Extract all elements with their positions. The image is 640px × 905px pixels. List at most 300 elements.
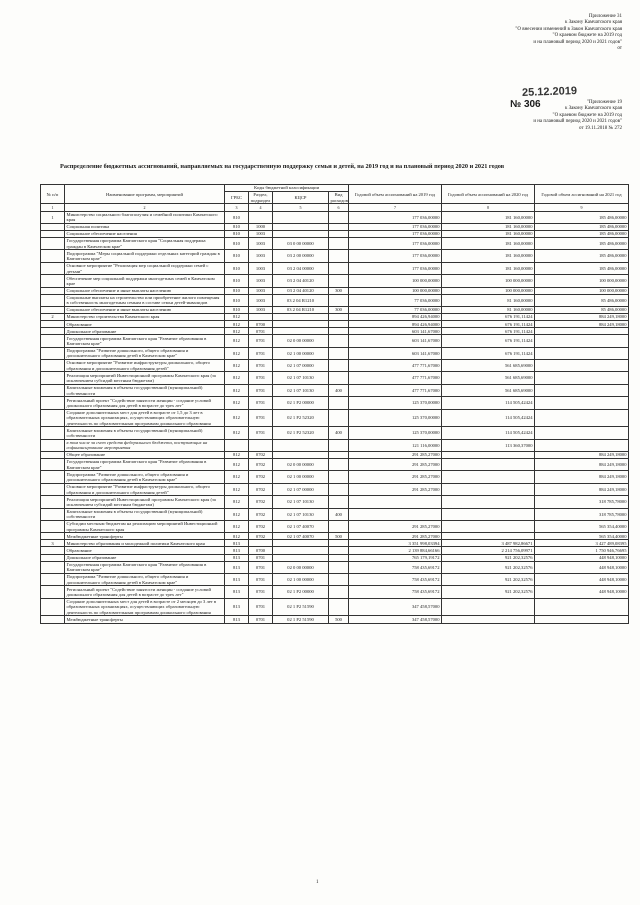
row-num bbox=[41, 409, 65, 427]
header-line: "Приложение 19 bbox=[586, 100, 622, 105]
row-num bbox=[41, 360, 65, 372]
row-vr bbox=[329, 321, 349, 328]
row-num: 2 bbox=[41, 314, 65, 321]
row-grbs: 810 bbox=[225, 223, 249, 230]
row-2019: 121 116,00000 bbox=[349, 439, 442, 451]
row-name: Подпрограмма "Развитие дошкольного, общего образования и дополнительного образования детей в Камчатском крае" bbox=[65, 471, 225, 483]
row-num bbox=[41, 547, 65, 554]
row-grbs: 812 bbox=[225, 347, 249, 359]
row-2020: 181 160,00000 bbox=[442, 238, 535, 250]
table-row bbox=[41, 471, 629, 483]
table-row bbox=[41, 328, 629, 335]
row-2020 bbox=[442, 459, 535, 471]
row-name: Министерство образования и молодежной политики Камчатского края bbox=[65, 540, 225, 547]
table-row bbox=[41, 250, 629, 262]
row-num bbox=[41, 533, 65, 540]
row-grbs: 813 bbox=[225, 561, 249, 573]
column-number: 4 bbox=[249, 204, 273, 211]
row-name: Государственная программа Камчатского края "Социальная поддержка граждан в Камчатском крае" bbox=[65, 238, 225, 250]
table-row bbox=[41, 321, 629, 328]
row-num bbox=[41, 262, 65, 274]
table-row bbox=[41, 439, 629, 451]
row-vr bbox=[329, 561, 349, 573]
row-rzpr: 0702 bbox=[249, 520, 273, 532]
row-vr: 400 bbox=[329, 384, 349, 396]
table-row bbox=[41, 483, 629, 495]
row-vr bbox=[329, 409, 349, 427]
row-csr: 02 1 00 00000 bbox=[273, 574, 329, 586]
row-vr bbox=[329, 459, 349, 471]
row-csr: 02 1 P2 51590 bbox=[273, 598, 329, 616]
row-csr: 02 1 P2 52320 bbox=[273, 427, 329, 439]
row-2019: 77 036,00000 bbox=[349, 294, 442, 306]
row-2021: 185 486,00000 bbox=[535, 262, 629, 274]
row-2019: 177 036,00000 bbox=[349, 262, 442, 274]
row-csr: 02 1 00 00000 bbox=[273, 471, 329, 483]
row-name: Реализация мероприятий Инвестиционной программы Камчатского края (за исключением субсидий местным бюджетам) bbox=[65, 372, 225, 384]
row-2021: 448 948,10000 bbox=[535, 561, 629, 573]
row-2021: 185 486,00000 bbox=[535, 211, 629, 223]
table-row bbox=[41, 347, 629, 359]
column-number: 1 bbox=[41, 204, 65, 211]
row-grbs: 810 bbox=[225, 230, 249, 237]
row-grbs: 812 bbox=[225, 496, 249, 508]
row-name: Капитальные вложения в объекты государственной (муниципальной) собственности bbox=[65, 427, 225, 439]
row-csr bbox=[273, 547, 329, 554]
row-csr: 02 1 07 40070 bbox=[273, 520, 329, 532]
row-grbs: 813 bbox=[225, 540, 249, 547]
row-2021 bbox=[535, 328, 629, 335]
row-grbs: 812 bbox=[225, 520, 249, 532]
row-2020: 561 685,69000 bbox=[442, 372, 535, 384]
row-2021 bbox=[535, 372, 629, 384]
row-2021 bbox=[535, 616, 629, 623]
row-2019: 291 285,27000 bbox=[349, 471, 442, 483]
row-2019: 177 036,00000 bbox=[349, 223, 442, 230]
header-vr: Вид расходов bbox=[330, 192, 348, 203]
row-2020: 3 487 982,86671 bbox=[442, 540, 535, 547]
row-2021: 318 785,78000 bbox=[535, 508, 629, 520]
row-2020: 676 191,11424 bbox=[442, 321, 535, 328]
row-name: Межбюджетные трансферты bbox=[65, 616, 225, 623]
row-name: Обеспечение мер социальной поддержки многодетных семей в Камчатском крае bbox=[65, 275, 225, 287]
row-grbs: 812 bbox=[225, 328, 249, 335]
row-2020 bbox=[442, 598, 535, 616]
row-csr bbox=[273, 452, 329, 459]
row-2021: 884 249,18000 bbox=[535, 471, 629, 483]
table-row bbox=[41, 397, 629, 409]
row-2021 bbox=[535, 598, 629, 616]
row-2020: 921 202,32576 bbox=[442, 574, 535, 586]
row-2021: 448 948,10000 bbox=[535, 574, 629, 586]
row-2021: 884 249,18000 bbox=[535, 483, 629, 495]
row-2019: 291 285,27000 bbox=[349, 459, 442, 471]
row-name: Основное мероприятие "Развитие инфраструктуры дошкольного, общего образования и дополнительного образования детей" bbox=[65, 360, 225, 372]
row-2021: 185 486,00000 bbox=[535, 250, 629, 262]
row-csr: 03 2 00 00000 bbox=[273, 250, 329, 262]
row-2020: 181 160,00000 bbox=[442, 250, 535, 262]
row-csr: 03 0 00 00000 bbox=[273, 238, 329, 250]
table-body bbox=[41, 211, 629, 623]
row-vr bbox=[329, 360, 349, 372]
row-grbs: 810 bbox=[225, 275, 249, 287]
row-name: Капитальные вложения в объекты государственной (муниципальной) собственности bbox=[65, 384, 225, 396]
header-line: Приложение 31 bbox=[588, 14, 622, 19]
row-2019: 177 036,00000 bbox=[349, 211, 442, 223]
row-csr: 02 0 00 00000 bbox=[273, 335, 329, 347]
row-grbs: 810 bbox=[225, 238, 249, 250]
row-grbs: 812 bbox=[225, 321, 249, 328]
row-vr bbox=[329, 471, 349, 483]
row-2021: 185 486,00000 bbox=[535, 223, 629, 230]
row-grbs: 812 bbox=[225, 508, 249, 520]
stamp-number-prefix: № bbox=[510, 99, 522, 110]
row-vr bbox=[329, 238, 349, 250]
row-num bbox=[41, 459, 65, 471]
row-2019: 77 036,00000 bbox=[349, 307, 442, 314]
row-csr bbox=[273, 223, 329, 230]
row-name: Социальные выплаты на строительство или приобретение жилого помещения в собственность многодетным семьям в составе семьи детей-инвалидов bbox=[65, 294, 225, 306]
table-row bbox=[41, 598, 629, 616]
header-line: от bbox=[617, 46, 622, 52]
row-grbs: 812 bbox=[225, 397, 249, 409]
row-2020: 181 160,00000 bbox=[442, 211, 535, 223]
row-grbs: 813 bbox=[225, 574, 249, 586]
row-2021: 185 486,00000 bbox=[535, 230, 629, 237]
row-2020: 561 685,69000 bbox=[442, 360, 535, 372]
row-num bbox=[41, 275, 65, 287]
row-rzpr: 0700 bbox=[249, 321, 273, 328]
row-vr bbox=[329, 347, 349, 359]
row-rzpr: 0701 bbox=[249, 384, 273, 396]
row-name: Дошкольное образование bbox=[65, 328, 225, 335]
row-rzpr: 0701 bbox=[249, 347, 273, 359]
row-rzpr: 0702 bbox=[249, 483, 273, 495]
row-name: Социальное обеспечение и иные выплаты населению bbox=[65, 307, 225, 314]
row-name: Субсидии местным бюджетам на реализацию мероприятий Инвестиционной программы Камчатского края bbox=[65, 520, 225, 532]
row-2020: 114 505,42424 bbox=[442, 427, 535, 439]
row-rzpr: 0702 bbox=[249, 452, 273, 459]
row-rzpr: 1003 bbox=[249, 275, 273, 287]
row-2020: 676 191,11424 bbox=[442, 347, 535, 359]
row-num bbox=[41, 452, 65, 459]
row-2021 bbox=[535, 335, 629, 347]
row-vr: 500 bbox=[329, 533, 349, 540]
row-2021: 318 785,78000 bbox=[535, 496, 629, 508]
table-row bbox=[41, 409, 629, 427]
table-row bbox=[41, 520, 629, 532]
row-name: Социальное обеспечение населения bbox=[65, 230, 225, 237]
row-num bbox=[41, 372, 65, 384]
row-2021: 448 948,10000 bbox=[535, 554, 629, 561]
table-row bbox=[41, 459, 629, 471]
row-2021: 884 249,18000 bbox=[535, 314, 629, 321]
row-rzpr: 0701 bbox=[249, 598, 273, 616]
row-csr: 02 1 P2 51590 bbox=[273, 616, 329, 623]
row-grbs: 812 bbox=[225, 427, 249, 439]
row-rzpr: 0701 bbox=[249, 554, 273, 561]
row-csr: 03 2 04 R1210 bbox=[273, 307, 329, 314]
row-name: Региональный проект "Содействие занятости женщин - создание условий дошкольного образования для детей в возрасте до трех лет" bbox=[65, 397, 225, 409]
row-2019 bbox=[349, 508, 442, 520]
row-2020: 100 000,00000 bbox=[442, 275, 535, 287]
row-2021: 100 000,00000 bbox=[535, 275, 629, 287]
row-csr: 02 1 07 10130 bbox=[273, 496, 329, 508]
row-csr bbox=[273, 439, 329, 451]
row-name: Государственная программа Камчатского края "Развитие образования в Камчатском крае" bbox=[65, 561, 225, 573]
row-vr bbox=[329, 452, 349, 459]
row-csr: 03 2 04 R1210 bbox=[273, 294, 329, 306]
row-grbs: 812 bbox=[225, 459, 249, 471]
row-num bbox=[41, 384, 65, 396]
column-number: 9 bbox=[535, 204, 629, 211]
row-csr: 02 1 07 40070 bbox=[273, 533, 329, 540]
row-csr bbox=[273, 230, 329, 237]
row-num bbox=[41, 250, 65, 262]
row-2020: 113 360,37000 bbox=[442, 439, 535, 451]
row-rzpr: 0701 bbox=[249, 372, 273, 384]
row-rzpr: 0701 bbox=[249, 574, 273, 586]
row-num bbox=[41, 520, 65, 532]
row-2019: 177 036,00000 bbox=[349, 238, 442, 250]
row-name: Государственная программа Камчатского края "Развитие образования в Камчатском крае" bbox=[65, 335, 225, 347]
row-rzpr: 0701 bbox=[249, 335, 273, 347]
row-name: Министерство социального благополучия и семейной политики Камчатского края bbox=[65, 211, 225, 223]
row-csr bbox=[273, 328, 329, 335]
row-grbs: 812 bbox=[225, 409, 249, 427]
row-name: Подпрограмма "Меры социальной поддержки отдельных категорий граждан в Камчатском крае" bbox=[65, 250, 225, 262]
row-name: Капитальные вложения в объекты государственной (муниципальной) собственности bbox=[65, 508, 225, 520]
row-grbs: 810 bbox=[225, 307, 249, 314]
row-2019: 3 351 998,03394 bbox=[349, 540, 442, 547]
table-row bbox=[41, 287, 629, 294]
row-rzpr bbox=[249, 439, 273, 451]
header-rzpr: Раздел, подраздел bbox=[249, 192, 273, 204]
row-vr: 400 bbox=[329, 508, 349, 520]
row-rzpr: 0702 bbox=[249, 496, 273, 508]
row-num bbox=[41, 427, 65, 439]
row-2020: 676 191,11424 bbox=[442, 328, 535, 335]
row-csr: 02 1 P2 00000 bbox=[273, 586, 329, 598]
table-row bbox=[41, 616, 629, 623]
row-2021: 3 427 489,08395 bbox=[535, 540, 629, 547]
row-grbs: 812 bbox=[225, 372, 249, 384]
header-num: № п/п bbox=[41, 185, 65, 204]
row-vr bbox=[329, 598, 349, 616]
table-row bbox=[41, 230, 629, 237]
row-2020 bbox=[442, 533, 535, 540]
row-grbs: 812 bbox=[225, 384, 249, 396]
row-vr bbox=[329, 496, 349, 508]
row-rzpr: 1000 bbox=[249, 223, 273, 230]
row-2021 bbox=[535, 439, 629, 451]
row-name: Региональный проект "Содействие занятости женщин - создание условий дошкольного образования для детей в возрасте до трех лет" bbox=[65, 586, 225, 598]
row-2019: 291 285,27000 bbox=[349, 520, 442, 532]
row-num bbox=[41, 561, 65, 573]
row-2019: 177 036,00000 bbox=[349, 230, 442, 237]
row-2021: 85 486,00000 bbox=[535, 307, 629, 314]
table-row bbox=[41, 586, 629, 598]
row-csr: 02 0 00 00000 bbox=[273, 561, 329, 573]
row-csr: 02 1 07 10130 bbox=[273, 372, 329, 384]
row-csr: 02 1 07 00000 bbox=[273, 360, 329, 372]
row-name: Реализация мероприятий Инвестиционной программы Камчатского края (за исключением субсидий местным бюджетам) bbox=[65, 496, 225, 508]
row-grbs: 813 bbox=[225, 554, 249, 561]
header-2021: Годовой объем ассигнований на 2021 год bbox=[535, 185, 629, 204]
table-row bbox=[41, 335, 629, 347]
row-csr bbox=[273, 314, 329, 321]
row-2021: 448 948,10000 bbox=[535, 586, 629, 598]
row-grbs: 810 bbox=[225, 294, 249, 306]
row-grbs: 810 bbox=[225, 211, 249, 223]
row-num bbox=[41, 287, 65, 294]
row-csr bbox=[273, 554, 329, 561]
table-row bbox=[41, 533, 629, 540]
row-2019: 603 141,67000 bbox=[349, 347, 442, 359]
column-number: 3 bbox=[225, 204, 249, 211]
stamp-date: 25.12.2019 bbox=[521, 85, 578, 99]
row-vr bbox=[329, 586, 349, 598]
row-rzpr: 0702 bbox=[249, 533, 273, 540]
row-num bbox=[41, 439, 65, 451]
header-line: "О внесении изменений в Закон Камчатского края bbox=[515, 26, 622, 32]
stamp-number-value: 306 bbox=[523, 99, 541, 110]
row-num bbox=[41, 223, 65, 230]
row-2020 bbox=[442, 471, 535, 483]
row-2020: 561 685,69000 bbox=[442, 384, 535, 396]
row-2019: 477 771,67000 bbox=[349, 360, 442, 372]
row-vr bbox=[329, 574, 349, 586]
row-num bbox=[41, 397, 65, 409]
row-rzpr bbox=[249, 314, 273, 321]
row-grbs: 812 bbox=[225, 335, 249, 347]
row-vr: 400 bbox=[329, 427, 349, 439]
row-vr bbox=[329, 547, 349, 554]
table-row bbox=[41, 561, 629, 573]
row-csr: 02 1 P2 00000 bbox=[273, 397, 329, 409]
row-num bbox=[41, 328, 65, 335]
row-2019: 100 000,00000 bbox=[349, 287, 442, 294]
row-2021: 884 249,18000 bbox=[535, 452, 629, 459]
column-number: 6 bbox=[329, 204, 349, 211]
row-grbs: 813 bbox=[225, 547, 249, 554]
header-codes: Коды бюджетной классификации bbox=[225, 185, 349, 192]
row-num bbox=[41, 496, 65, 508]
row-rzpr: 1003 bbox=[249, 262, 273, 274]
row-vr: 300 bbox=[329, 307, 349, 314]
row-2021 bbox=[535, 384, 629, 396]
row-2021: 185 486,00000 bbox=[535, 238, 629, 250]
row-rzpr: 1003 bbox=[249, 294, 273, 306]
row-name: Подпрограмма "Развитие дошкольного, общего образования и дополнительного образования детей в Камчатском крае" bbox=[65, 574, 225, 586]
row-2019: 291 285,27000 bbox=[349, 452, 442, 459]
table-row bbox=[41, 372, 629, 384]
row-grbs: 813 bbox=[225, 598, 249, 616]
row-grbs: 812 bbox=[225, 360, 249, 372]
header-name: Наименование программ, мероприятий bbox=[65, 185, 225, 204]
page-number: 1 bbox=[316, 880, 319, 885]
row-vr bbox=[329, 439, 349, 451]
row-2020: 921 202,32576 bbox=[442, 586, 535, 598]
row-2019: 758 435,69172 bbox=[349, 561, 442, 573]
table-row bbox=[41, 508, 629, 520]
row-vr bbox=[329, 335, 349, 347]
row-rzpr: 0702 bbox=[249, 459, 273, 471]
header-line: "О краевом бюджете на 2019 год bbox=[552, 112, 622, 118]
row-vr: 500 bbox=[329, 616, 349, 623]
row-2020: 181 160,00000 bbox=[442, 223, 535, 230]
row-vr bbox=[329, 262, 349, 274]
row-name: Подпрограмма "Развитие дошкольного, общего образования и дополнительного образования детей в Камчатском крае" bbox=[65, 347, 225, 359]
table-row bbox=[41, 496, 629, 508]
row-2020: 114 505,42424 bbox=[442, 409, 535, 427]
row-num bbox=[41, 586, 65, 598]
table-row bbox=[41, 547, 629, 554]
row-name: Государственная программа Камчатского края "Развитие образования в Камчатском крае" bbox=[65, 459, 225, 471]
row-rzpr: 1003 bbox=[249, 250, 273, 262]
row-csr: 02 1 07 10130 bbox=[273, 508, 329, 520]
row-vr bbox=[329, 211, 349, 223]
header-line: к Закону Камчатского края bbox=[564, 20, 622, 26]
row-name: Основное мероприятие "Развитие инфраструктуры дошкольного, общего образования и дополнительного образования детей" bbox=[65, 483, 225, 495]
row-2021: 884 249,18000 bbox=[535, 459, 629, 471]
row-vr bbox=[329, 520, 349, 532]
row-2021 bbox=[535, 427, 629, 439]
row-2019: 125 370,00000 bbox=[349, 409, 442, 427]
row-2019: 125 370,00000 bbox=[349, 427, 442, 439]
row-rzpr: 0702 bbox=[249, 508, 273, 520]
header-bottom bbox=[472, 100, 622, 132]
row-rzpr: 0701 bbox=[249, 427, 273, 439]
row-num bbox=[41, 294, 65, 306]
row-2020 bbox=[442, 508, 535, 520]
row-grbs: 810 bbox=[225, 250, 249, 262]
row-num bbox=[41, 335, 65, 347]
column-number: 5 bbox=[273, 204, 329, 211]
row-2019: 347 458,57000 bbox=[349, 616, 442, 623]
column-number: 2 bbox=[65, 204, 225, 211]
row-name: Образование bbox=[65, 321, 225, 328]
row-vr bbox=[329, 230, 349, 237]
row-2019: 603 141,67000 bbox=[349, 335, 442, 347]
row-2019: 347 458,57000 bbox=[349, 598, 442, 616]
row-2019: 603 141,67000 bbox=[349, 328, 442, 335]
table-row bbox=[41, 574, 629, 586]
row-2019: 2 139 884,66166 bbox=[349, 547, 442, 554]
header-top bbox=[472, 14, 622, 52]
row-rzpr: 1003 bbox=[249, 238, 273, 250]
row-2020: 81 160,00000 bbox=[442, 294, 535, 306]
row-2021: 1 750 946,76695 bbox=[535, 547, 629, 554]
row-name: Создание дополнительных мест для детей в возрасте от 1,5 до 3 лет в образовательных организациях, осуществляющих образовательную деятельность по образовательным программам дошкольного образования bbox=[65, 409, 225, 427]
table-row bbox=[41, 427, 629, 439]
row-num bbox=[41, 508, 65, 520]
row-2020 bbox=[442, 483, 535, 495]
column-number-row bbox=[41, 204, 629, 211]
row-vr bbox=[329, 223, 349, 230]
row-csr: 02 1 07 10130 bbox=[273, 384, 329, 396]
row-vr: 300 bbox=[329, 287, 349, 294]
row-rzpr: 0701 bbox=[249, 409, 273, 427]
row-name: Социальное обеспечение и иные выплаты населению bbox=[65, 287, 225, 294]
row-rzpr: 0701 bbox=[249, 360, 273, 372]
row-name: Создание дополнительных мест для детей в возрасте от 2 месяцев до 3 лет в образовательных организациях, осуществляющих образовательную деятельность по образовательным программам дошкольного образования bbox=[65, 598, 225, 616]
row-grbs: 812 bbox=[225, 314, 249, 321]
row-vr bbox=[329, 294, 349, 306]
row-num bbox=[41, 554, 65, 561]
row-csr: 03 2 04 40120 bbox=[273, 275, 329, 287]
row-csr: 03 2 04 00000 bbox=[273, 262, 329, 274]
